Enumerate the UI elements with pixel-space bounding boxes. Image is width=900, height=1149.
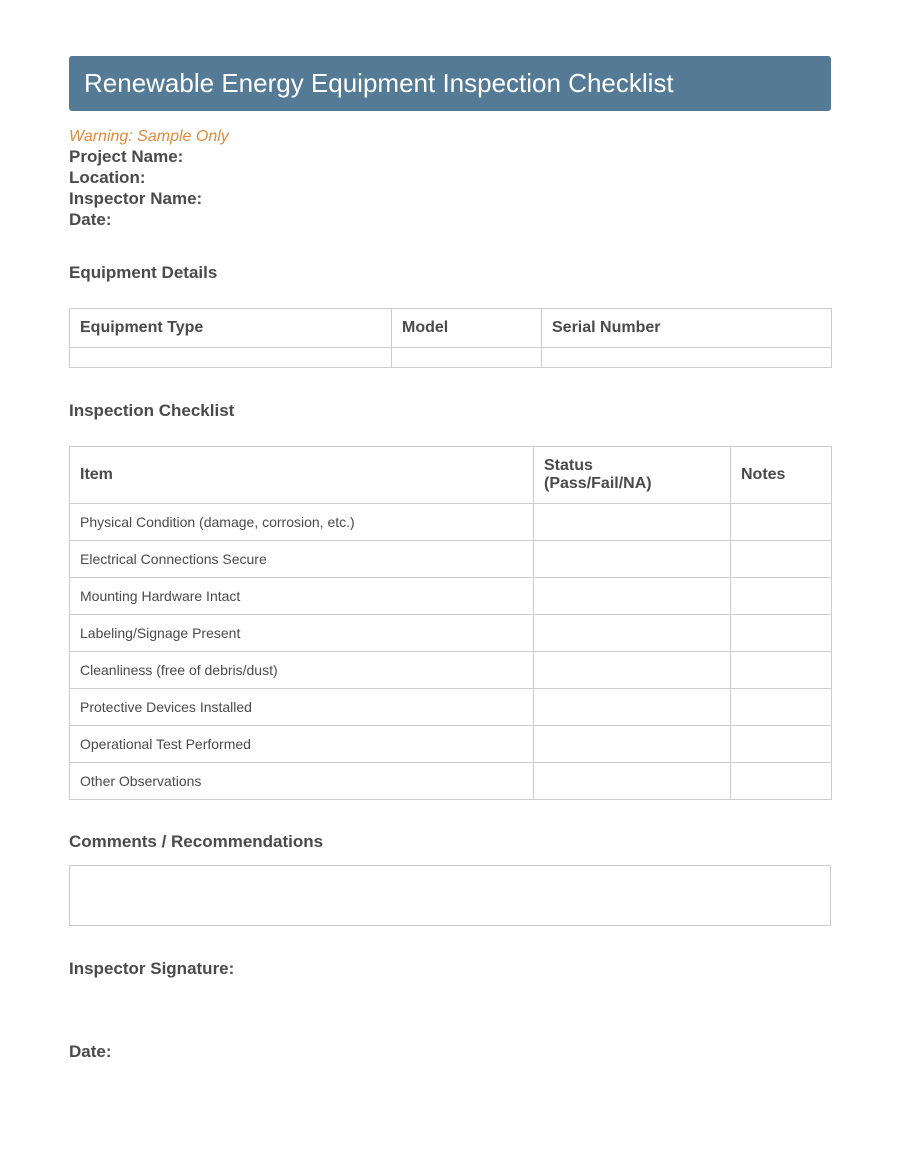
status-cell[interactable]	[534, 652, 731, 689]
item-cell: Electrical Connections Secure	[70, 541, 534, 578]
table-row	[70, 615, 832, 652]
column-header-item: Item	[70, 447, 534, 504]
notes-cell[interactable]	[731, 763, 832, 800]
comments-box[interactable]	[69, 865, 831, 926]
item-cell: Other Observations	[70, 763, 534, 800]
table-row	[70, 763, 832, 800]
status-cell[interactable]	[534, 541, 731, 578]
sample-warning: Warning: Sample Only	[69, 128, 229, 145]
table-row	[70, 689, 832, 726]
equipment-details-heading: Equipment Details	[69, 263, 218, 282]
status-header-line1: Status	[544, 457, 593, 474]
table-row	[70, 726, 832, 763]
item-cell: Protective Devices Installed	[70, 689, 534, 726]
item-cell: Cleanliness (free of debris/dust)	[70, 652, 534, 689]
inspection-checklist-table	[69, 446, 832, 800]
table-row	[70, 348, 832, 368]
status-cell[interactable]	[534, 726, 731, 763]
serial-number-cell[interactable]	[542, 348, 832, 368]
signature-date-label: Date:	[69, 1042, 112, 1061]
inspector-name-label: Inspector Name:	[69, 189, 203, 208]
equipment-details-table	[69, 308, 832, 368]
date-label: Date:	[69, 210, 112, 229]
notes-cell[interactable]	[731, 689, 832, 726]
notes-cell[interactable]	[731, 578, 832, 615]
table-row	[70, 541, 832, 578]
comments-heading: Comments / Recommendations	[69, 832, 324, 851]
status-cell[interactable]	[534, 615, 731, 652]
column-header-notes: Notes	[731, 447, 832, 504]
status-cell[interactable]	[534, 504, 731, 541]
status-header-line2: (Pass/Fail/NA)	[544, 475, 652, 492]
status-cell[interactable]	[534, 578, 731, 615]
notes-cell[interactable]	[731, 726, 832, 763]
inspection-form	[69, 56, 831, 1061]
table-header-row	[70, 309, 832, 348]
status-cell[interactable]	[534, 763, 731, 800]
project-name-label: Project Name:	[69, 147, 184, 166]
notes-cell[interactable]	[731, 652, 832, 689]
model-cell[interactable]	[392, 348, 542, 368]
table-row	[70, 504, 832, 541]
column-header-serial-number: Serial Number	[542, 309, 832, 348]
column-header-status	[534, 447, 731, 504]
title-bar	[69, 56, 831, 111]
notes-cell[interactable]	[731, 504, 832, 541]
column-header-equipment-type: Equipment Type	[70, 309, 392, 348]
item-cell: Physical Condition (damage, corrosion, etc.)	[70, 504, 534, 541]
table-row	[70, 652, 832, 689]
equipment-type-cell[interactable]	[70, 348, 392, 368]
inspection-checklist-heading: Inspection Checklist	[69, 401, 235, 420]
item-cell: Mounting Hardware Intact	[70, 578, 534, 615]
column-header-model: Model	[392, 309, 542, 348]
notes-cell[interactable]	[731, 541, 832, 578]
location-label: Location:	[69, 168, 146, 187]
table-row	[70, 578, 832, 615]
inspector-signature-label: Inspector Signature:	[69, 959, 235, 978]
page-title: Renewable Energy Equipment Inspection Checklist	[84, 68, 674, 98]
item-cell: Operational Test Performed	[70, 726, 534, 763]
status-cell[interactable]	[534, 689, 731, 726]
item-cell: Labeling/Signage Present	[70, 615, 534, 652]
notes-cell[interactable]	[731, 615, 832, 652]
table-header-row	[70, 447, 832, 504]
